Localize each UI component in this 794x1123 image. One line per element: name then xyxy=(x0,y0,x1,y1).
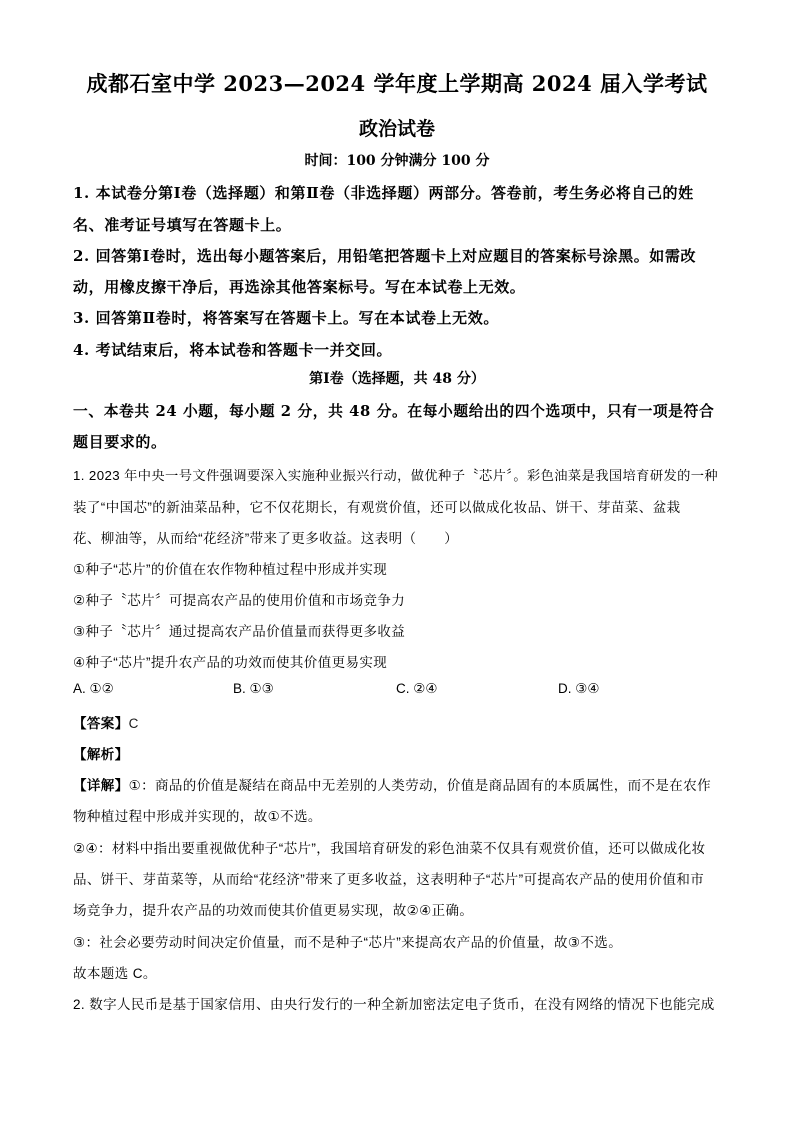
statement-item: ③种子〝芯片〞通过提高农产品价值量而获得更多收益 xyxy=(73,624,406,639)
part-instruction: 题目要求的。 xyxy=(73,433,167,451)
option-b: B. ①③ xyxy=(233,681,274,696)
part-instruction: 一、本卷共 24 小题，每小题 2 分，共 48 分。在每小题给出的四个选项中，只有一项是符合 xyxy=(73,403,715,420)
explanation-line: 故本题选 C。 xyxy=(73,966,157,981)
explanation-line xyxy=(73,774,723,794)
answer-value: C xyxy=(128,716,139,731)
detail-tag: 【详解】 xyxy=(73,778,129,793)
instruction-line: 3. 回答第Ⅱ卷时，将答案写在答题卡上。写在本试卷上无效。 xyxy=(73,309,499,327)
analysis-tag: 【解析】 xyxy=(73,747,129,762)
question-stem-line: 2. 数字人民币是基于国家信用、由央行发行的一种全新加密法定电子货币，在没有网络的情况下也能完成 xyxy=(73,997,715,1012)
question-stem-line: 装了“中国芯”的新油菜品种，它不仅花期长，有观赏价值，还可以做成化妆品、饼干、芽苗菜、盆栽 xyxy=(73,500,681,515)
statement-item: ①种子“芯片”的价值在农作物种植过程中形成并实现 xyxy=(73,562,388,577)
option-d: D. ③④ xyxy=(558,681,600,696)
question-stem-line: 1. 2023 年中央一号文件强调要深入实施种业振兴行动，做优种子〝芯片〞。彩色油菜是我国培育研发的一种 xyxy=(73,468,719,483)
section-heading: 第Ⅰ卷（选择题，共 48 分） xyxy=(309,371,485,387)
instruction-line: 4. 考试结束后，将本试卷和答题卡一并交回。 xyxy=(73,341,393,359)
explanation-line: 品、饼干、芽苗菜等，从而给“花经济”带来了更多收益，这表明种子“芯片”可提高农产品的使用价值和市 xyxy=(73,872,705,887)
question-stem-line: 花、柳油等，从而给“花经济”带来了更多收益。这表明（ ） xyxy=(73,531,459,546)
instruction-line: 动，用橡皮擦干净后，再选涂其他答案标号。写在本试卷上无效。 xyxy=(73,278,526,296)
instruction-line: 1. 本试卷分第Ⅰ卷（选择题）和第Ⅱ卷（非选择题）两部分。答卷前，考生务必将自己的姓 xyxy=(73,184,694,202)
answer-row xyxy=(73,712,723,732)
exam-time-info: 时间：100 分钟满分 100 分 xyxy=(304,153,490,169)
statement-item: ②种子〝芯片〞可提高农产品的使用价值和市场竞争力 xyxy=(73,593,406,608)
instruction-line: 名、准考证号填写在答题卡上。 xyxy=(73,216,292,234)
option-a: A. ①② xyxy=(73,681,114,696)
statement-item: ④种子“芯片”提升农产品的功效而使其价值更易实现 xyxy=(73,655,388,670)
exam-title: 成都石室中学 2023—2024 学年度上学期高 2024 届入学考试 xyxy=(86,71,708,96)
explanation-line: ③：社会必要劳动时间决定价值量，而不是种子“芯片”来提高农产品的价值量，故③不选。 xyxy=(73,935,623,950)
explanation-line: 场竞争力，提升农产品的功效而使其价值更易实现，故②④正确。 xyxy=(73,903,474,918)
analysis-row xyxy=(73,743,723,763)
instruction-line: 2. 回答第Ⅰ卷时，选出每小题答案后，用铅笔把答题卡上对应题目的答案标号涂黑。如需改 xyxy=(73,247,697,265)
explanation-text: ①：商品的价值是凝结在商品中无差别的人类劳动，价值是商品固有的本质属性，而不是在农作 xyxy=(128,778,712,793)
explanation-line: ②④：材料中指出要重视做优种子“芯片”，我国培育研发的彩色油菜不仅具有观赏价值，还可以做成化妆 xyxy=(73,841,706,856)
exam-subject-title: 政治试卷 xyxy=(358,118,435,140)
option-c: C. ②④ xyxy=(396,681,438,696)
answer-tag: 【答案】 xyxy=(73,716,129,731)
explanation-line: 物种植过程中形成并实现的，故①不选。 xyxy=(73,809,322,824)
